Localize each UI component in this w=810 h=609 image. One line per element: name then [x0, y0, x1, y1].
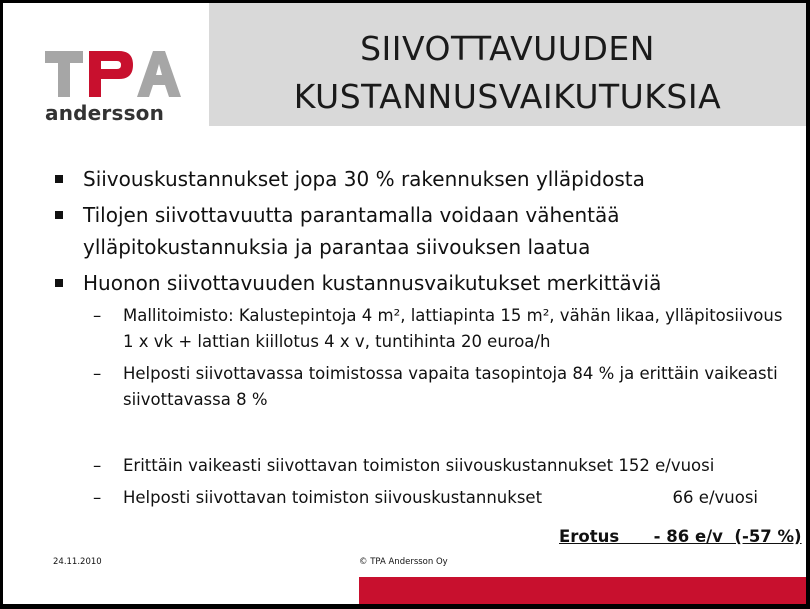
sub-bullet-text: Erittäin vaikeasti siivottavan toimiston siivouskustannukset 152 e/vuosi: [123, 456, 715, 475]
footer-copyright: © TPA Andersson Oy: [359, 557, 448, 567]
dash-bullet-icon: –: [93, 488, 102, 507]
sub-bullet-item: [51, 453, 791, 479]
cost-value: 66 e/vuosi: [672, 488, 758, 507]
slide: [3, 3, 806, 604]
sub-bullet-item: [51, 303, 791, 355]
title-line-2: KUSTANNUSVAIKUTUKSIA: [293, 77, 722, 116]
bullet-text: Tilojen siivottavuutta parantamalla voidaan vähentää ylläpitokustannuksia ja parantaa siivouksen laatua: [83, 203, 620, 259]
footer-accent-bar: [359, 577, 806, 604]
dash-bullet-icon: –: [93, 306, 102, 325]
logo-wordmark: andersson: [45, 101, 165, 125]
bullet-item: [51, 163, 791, 195]
square-bullet-icon: [55, 211, 63, 219]
dash-bullet-icon: –: [93, 456, 102, 475]
footer-date: 24.11.2010: [53, 557, 102, 567]
bullet-text: Huonon siivottavuuden kustannusvaikutukset merkittäviä: [83, 271, 662, 295]
square-bullet-icon: [55, 279, 63, 287]
dash-bullet-icon: –: [93, 364, 102, 383]
sub-bullet-text: Mallitoimisto: Kalustepintoja 4 m², lattiapinta 15 m², vähän likaa, ylläpitosiivous 1 x vk + lattian kiillotus 4 x v, tuntihinta 20 euroa/h: [123, 306, 783, 351]
bullet-list: [51, 163, 791, 517]
bullet-item: [51, 267, 791, 299]
sub-bullet-item: [51, 361, 791, 413]
cost-label: Helposti siivottavan toimiston siivouskustannukset: [123, 488, 543, 507]
sub-bullet-text: Helposti siivottavassa toimistossa vapaita tasopintoja 84 % ja erittäin vaikeasti siivottavassa 8 %: [123, 364, 778, 409]
bullet-item: [51, 199, 791, 263]
difference-summary: Erotus - 86 e/v (-57 %): [559, 527, 802, 546]
cost-row: [123, 485, 758, 511]
sub-bullet-item: [51, 485, 791, 511]
bullet-text: Siivouskustannukset jopa 30 % rakennuksen ylläpidosta: [83, 167, 645, 191]
square-bullet-icon: [55, 175, 63, 183]
title-line-1: SIIVOTTAVUUDEN: [360, 29, 655, 68]
slide-title: [209, 25, 806, 121]
spacer: [51, 419, 791, 453]
